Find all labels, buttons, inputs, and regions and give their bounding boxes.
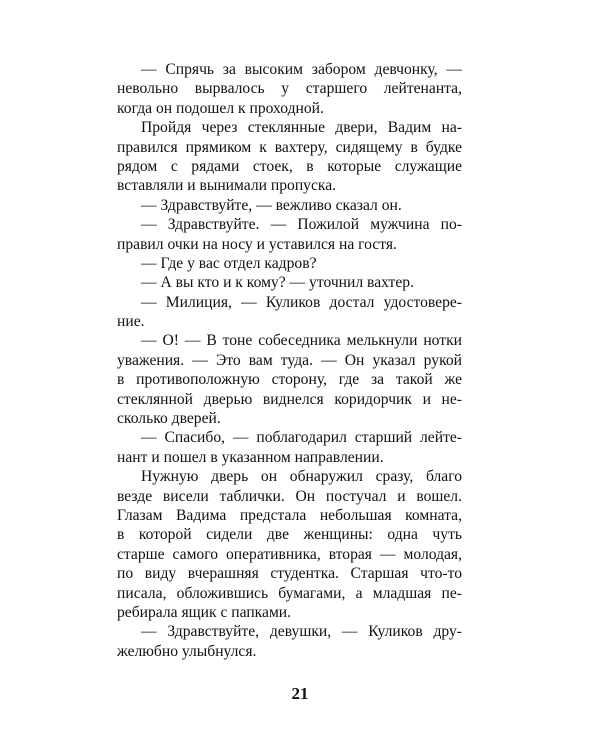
text-line: — Здравствуйте. — Пожилой мужчина по- <box>141 216 462 234</box>
text-line: сколько дверей. <box>117 410 221 428</box>
page-text <box>117 60 462 661</box>
text-line: — О! — В тоне собеседника мелькнули нотки <box>141 332 462 350</box>
text-line: — Милиция, — Куликов достал удостовере- <box>141 293 462 311</box>
text-line: стеклянной дверью виднелся коридорчик и не- <box>117 390 462 408</box>
text-line: уважения. — Это вам туда. — Он указал рукой <box>117 351 462 369</box>
text-line: ние. <box>117 313 145 331</box>
text-line: когда он подошел к проходной. <box>117 99 324 117</box>
text-line: вставляли и вынимали пропуска. <box>117 177 337 195</box>
text-line: Глазам Вадима предстала небольшая комната, <box>117 506 462 524</box>
page-number: 21 <box>291 684 309 703</box>
text-line: — Спасибо, — поблагодарил старший лейте- <box>141 429 462 447</box>
text-line: старше самого оперативника, вторая — молодая, <box>117 545 462 563</box>
text-line: нант и пошел в указанном направлении. <box>117 448 384 466</box>
text-line: невольно вырвалось у старшего лейтенанта, <box>117 80 462 98</box>
text-line: рядом с рядами стоек, в которые служащие <box>117 157 462 175</box>
text-line: в которой сидели две женщины: одна чуть <box>117 526 462 544</box>
text-line: — Спрячь за высоким забором девчонку, — <box>141 61 462 78</box>
text-line: ребирала ящик с папками. <box>117 603 292 621</box>
text-line: в противоположную сторону, где за такой же <box>117 371 462 389</box>
text-line: — Где у вас отдел кадров? <box>141 254 317 272</box>
text-line: — Здравствуйте, — вежливо сказал он. <box>141 196 402 214</box>
text-line: желюбно улыбнулся. <box>117 642 257 660</box>
text-line: по виду вчерашняя студентка. Старшая что-то <box>117 565 462 583</box>
text-line: правился прямиком к вахтеру, сидящему в будке <box>117 138 462 156</box>
text-line: Пройдя через стеклянные двери, Вадим на- <box>141 119 462 137</box>
text-line: везде висели таблички. Он постучал и вошел. <box>117 487 462 505</box>
text-line: — Здравствуйте, девушки, — Куликов дру- <box>141 623 462 641</box>
text-line: — А вы кто и к кому? — уточнил вахтер. <box>141 274 414 292</box>
text-line: Нужную дверь он обнаружил сразу, благо <box>141 468 462 486</box>
text-line: правил очки на носу и уставился на гостя. <box>117 235 397 253</box>
text-line: писала, обложившись бумагами, а младшая пе- <box>117 584 462 602</box>
